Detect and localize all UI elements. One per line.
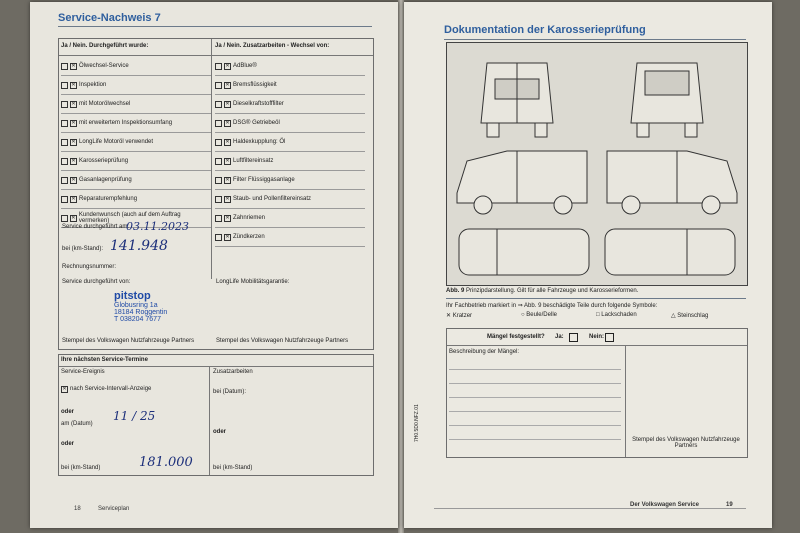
- footer-page-number: 18: [74, 506, 81, 512]
- beschreibung-label: Beschreibung der Mängel:: [449, 349, 520, 355]
- table-row: [61, 152, 211, 171]
- symbol-label: Kratzer: [452, 313, 473, 319]
- symbol-item: [671, 312, 708, 319]
- table-row: [215, 95, 365, 114]
- symbol-instruction: Ihr Fachbetrieb markiert in ⇒ Abb. 9 beschädigte Teile durch folgende Symbole:: [446, 303, 658, 309]
- right-page: [404, 2, 772, 528]
- next-date-label: bei (Datum):: [213, 389, 247, 395]
- next-rule: [59, 366, 373, 367]
- checkbox-icon[interactable]: [215, 215, 222, 222]
- row-label: Gasanlagenprüfung: [79, 177, 132, 183]
- maengel-box: [446, 328, 748, 458]
- row-label: Reparaturempfehlung: [79, 196, 138, 202]
- description-line[interactable]: [449, 411, 621, 412]
- caption-text: Prinzipdarstellung. Gilt für alle Fahrzeuge und Karosserieformen.: [466, 288, 639, 294]
- checkbox-icon[interactable]: ✕: [225, 214, 230, 221]
- symbol-glyph-icon: △: [671, 313, 678, 319]
- figure-caption: [446, 288, 638, 294]
- stamp-phone: T 038204 7677: [114, 316, 161, 323]
- row-label: Inspektion: [79, 82, 107, 88]
- service-date-value: 03.11.2023: [126, 220, 189, 233]
- checkbox-icon[interactable]: ✕: [71, 214, 76, 221]
- table-row: [61, 76, 211, 95]
- checkbox-icon[interactable]: ✕: [71, 100, 76, 107]
- row-label: Zündkerzen: [233, 234, 265, 240]
- maengel-rule: [447, 345, 747, 346]
- checkbox-icon[interactable]: [61, 139, 68, 146]
- next-service-table: [58, 354, 374, 476]
- header-rule: [59, 55, 373, 56]
- next-km-label-2: bei (km-Stand): [213, 465, 253, 471]
- next-interval: [61, 386, 151, 393]
- next-km-value: 181.000: [139, 455, 193, 470]
- stamp-street: Globusring 1a: [114, 302, 158, 309]
- page-title: Service-Nachweis 7: [58, 12, 161, 24]
- symbol-item: [521, 312, 557, 318]
- checkbox-icon[interactable]: [61, 177, 68, 184]
- table-row: [215, 209, 365, 228]
- van-side-left: [457, 151, 587, 214]
- next-km-label: bei (km-Stand): [61, 465, 101, 471]
- checkbox-icon[interactable]: [61, 101, 68, 108]
- row-label: Ölwechsel-Service: [79, 63, 129, 69]
- table-row: [215, 190, 365, 209]
- next-divider: [209, 366, 210, 475]
- row-label: Staub- und Pollenfiltereinsatz: [233, 196, 312, 202]
- checkbox-icon[interactable]: [215, 177, 222, 184]
- row-label: Kundenwunsch (auch auf dem Auftrag vermerken): [78, 212, 181, 224]
- rechnungsnummer-label: Rechnungsnummer:: [62, 264, 117, 270]
- checkbox-icon[interactable]: [215, 120, 222, 127]
- nein-label: Nein:: [589, 334, 604, 340]
- stempel-left: Stempel des Volkswagen Nutzfahrzeuge Partners: [62, 338, 195, 344]
- left-page: [30, 2, 398, 528]
- checkbox-icon[interactable]: ✕: [225, 62, 230, 69]
- table-row: [61, 133, 211, 152]
- dealer-stamp: [114, 290, 167, 323]
- checkbox-icon[interactable]: [61, 196, 68, 203]
- oder-2: oder: [213, 429, 227, 435]
- oder-3: oder: [61, 441, 75, 447]
- next-col1: Service-Ereignis: [61, 369, 105, 375]
- checkbox-icon[interactable]: [61, 120, 68, 127]
- table-row: [61, 57, 211, 76]
- row-label: Bremsflüssigkeit: [233, 82, 277, 88]
- checkbox-icon[interactable]: ✕: [225, 81, 230, 88]
- col2-header: Ja / Nein. Zusatzarbeiten - Wechsel von:: [215, 43, 330, 49]
- van-side-right: [607, 151, 737, 214]
- footer-page-number-right: 19: [726, 502, 733, 508]
- description-line[interactable]: [449, 383, 621, 384]
- symbol-item: [596, 312, 637, 318]
- checkbox-icon[interactable]: [215, 82, 222, 89]
- maengel-label: Mängel festgestellt?: [487, 334, 545, 340]
- footer-rule: [434, 508, 746, 509]
- description-line[interactable]: [449, 369, 621, 370]
- table-row: [215, 114, 365, 133]
- checkbox-icon[interactable]: ✕: [71, 62, 76, 69]
- table-row: [215, 76, 365, 95]
- description-line[interactable]: [449, 425, 621, 426]
- next-interval-label: nach Service-Intervall-Anzeige: [70, 386, 152, 392]
- table-row: [215, 133, 365, 152]
- checkbox-icon[interactable]: [61, 63, 68, 70]
- checkbox-icon[interactable]: [61, 82, 68, 89]
- next-col2: Zusatzarbeiten: [213, 369, 253, 375]
- row-label: Filter Flüssiggasanlage: [233, 177, 295, 183]
- title-rule: [58, 26, 372, 27]
- row-label: mit erweitertem Inspektionsumfang: [79, 120, 173, 126]
- stamp-name: pitstop: [114, 290, 151, 302]
- ja-label: Ja:: [555, 334, 564, 340]
- checkbox-icon[interactable]: ✕: [225, 119, 230, 126]
- table-row: [215, 228, 365, 247]
- table-row: [61, 171, 211, 190]
- table-row: [215, 152, 365, 171]
- col-divider: [211, 39, 212, 279]
- service-table: [58, 38, 374, 350]
- next-date-label2: am (Datum): [61, 421, 93, 427]
- checkbox-icon[interactable]: [215, 63, 222, 70]
- vehicle-diagram: [446, 42, 748, 286]
- checkbox-icon[interactable]: ✕: [225, 195, 230, 202]
- caption-rule: [446, 298, 746, 299]
- checkbox-icon[interactable]: ✕: [71, 119, 76, 126]
- stempel-partner: Stempel des Volkswagen Nutzfahrzeuge Partners: [632, 437, 740, 449]
- row-label: Zahnriemen: [233, 215, 266, 221]
- nein-checkbox[interactable]: [605, 333, 614, 342]
- km-value: 141.948: [110, 238, 168, 254]
- row-label: Luftfiltereinsatz: [233, 158, 274, 164]
- row-label: LongLife Motoröl verwendet: [79, 139, 154, 145]
- longlife-label: LongLife Mobilitätsgarantie:: [216, 279, 290, 285]
- checkbox-icon[interactable]: [215, 139, 222, 146]
- description-line[interactable]: [449, 397, 621, 398]
- service-date-label: Service durchgeführt am:: [62, 224, 130, 230]
- row-label: Karosserieprüfung: [79, 158, 129, 164]
- table-row: [61, 114, 211, 133]
- page-title-right: Dokumentation der Karosserieprüfung: [444, 24, 646, 36]
- side-code: 7H0.5D0.NFZ.01: [414, 404, 420, 442]
- row-label: AdBlue®: [233, 63, 257, 69]
- vehicle-diagram-svg: [447, 43, 747, 285]
- checkbox-icon[interactable]: [61, 158, 68, 165]
- checkbox-icon[interactable]: ✕: [71, 195, 76, 202]
- checkbox-icon[interactable]: [61, 215, 68, 222]
- checkbox-icon[interactable]: [215, 101, 222, 108]
- symbol-label: Beule/Delle: [526, 312, 557, 318]
- van-top-view: [459, 229, 735, 275]
- checkbox-icon[interactable]: ✕: [225, 233, 230, 240]
- checkbox-icon[interactable]: ✕: [71, 81, 76, 88]
- col1-header: Ja / Nein. Durchgeführt wurde:: [61, 43, 149, 49]
- title-rule-right: [444, 39, 746, 40]
- km-label: bei (km-Stand):: [62, 246, 104, 252]
- stempel-right: Stempel des Volkswagen Nutzfahrzeuge Partners: [216, 338, 349, 344]
- symbol-label: Steinschlag: [677, 313, 709, 319]
- checkbox-icon[interactable]: ✕: [62, 386, 67, 392]
- checkbox-icon[interactable]: ✕: [225, 157, 230, 164]
- van-rear-view: [631, 63, 703, 137]
- symbol-item: [446, 312, 472, 319]
- row-label: DSG® Getriebeöl: [233, 120, 280, 126]
- oder-1: oder: [61, 409, 75, 415]
- row-label: Dieselkraftstofffilter: [233, 101, 284, 107]
- van-front-view: [481, 63, 553, 137]
- symbol-glyph-icon: □: [596, 312, 602, 318]
- checkbox-icon[interactable]: [215, 158, 222, 165]
- checkbox-icon[interactable]: ✕: [225, 138, 230, 145]
- checkbox-icon[interactable]: ✕: [71, 176, 76, 183]
- table-row: [61, 95, 211, 114]
- checkbox-icon[interactable]: [215, 234, 222, 241]
- row-label: Haldexkupplung: Öl: [233, 139, 286, 145]
- symbol-glyph-icon: ✕: [446, 313, 453, 319]
- footer-text: Serviceplan: [98, 506, 130, 512]
- table-row: [215, 171, 365, 190]
- table-row: [215, 57, 365, 76]
- checkbox-icon[interactable]: ✕: [225, 176, 230, 183]
- table-row: [61, 190, 211, 209]
- next-date-value: 11 / 25: [113, 409, 156, 423]
- caption-abb: Abb. 9: [446, 288, 465, 294]
- row-label: mit Motorölwechsel: [79, 101, 131, 107]
- symbol-glyph-icon: ○: [521, 312, 527, 318]
- stamp-city: 18184 Roggentin: [114, 309, 168, 316]
- footer-brand: Der Volkswagen Service: [630, 502, 699, 508]
- checkbox-icon[interactable]: ✕: [71, 138, 76, 145]
- description-line[interactable]: [449, 439, 621, 440]
- next-header: Ihre nächsten Service-Termine: [61, 357, 148, 363]
- checkbox-icon[interactable]: ✕: [225, 100, 230, 107]
- checkbox-icon[interactable]: [215, 196, 222, 203]
- checkbox-icon[interactable]: ✕: [71, 157, 76, 164]
- ja-checkbox[interactable]: [569, 333, 578, 342]
- service-by-label: Service durchgeführt von:: [62, 279, 131, 285]
- maengel-divider: [625, 345, 626, 457]
- symbol-label: Lackschaden: [601, 312, 637, 318]
